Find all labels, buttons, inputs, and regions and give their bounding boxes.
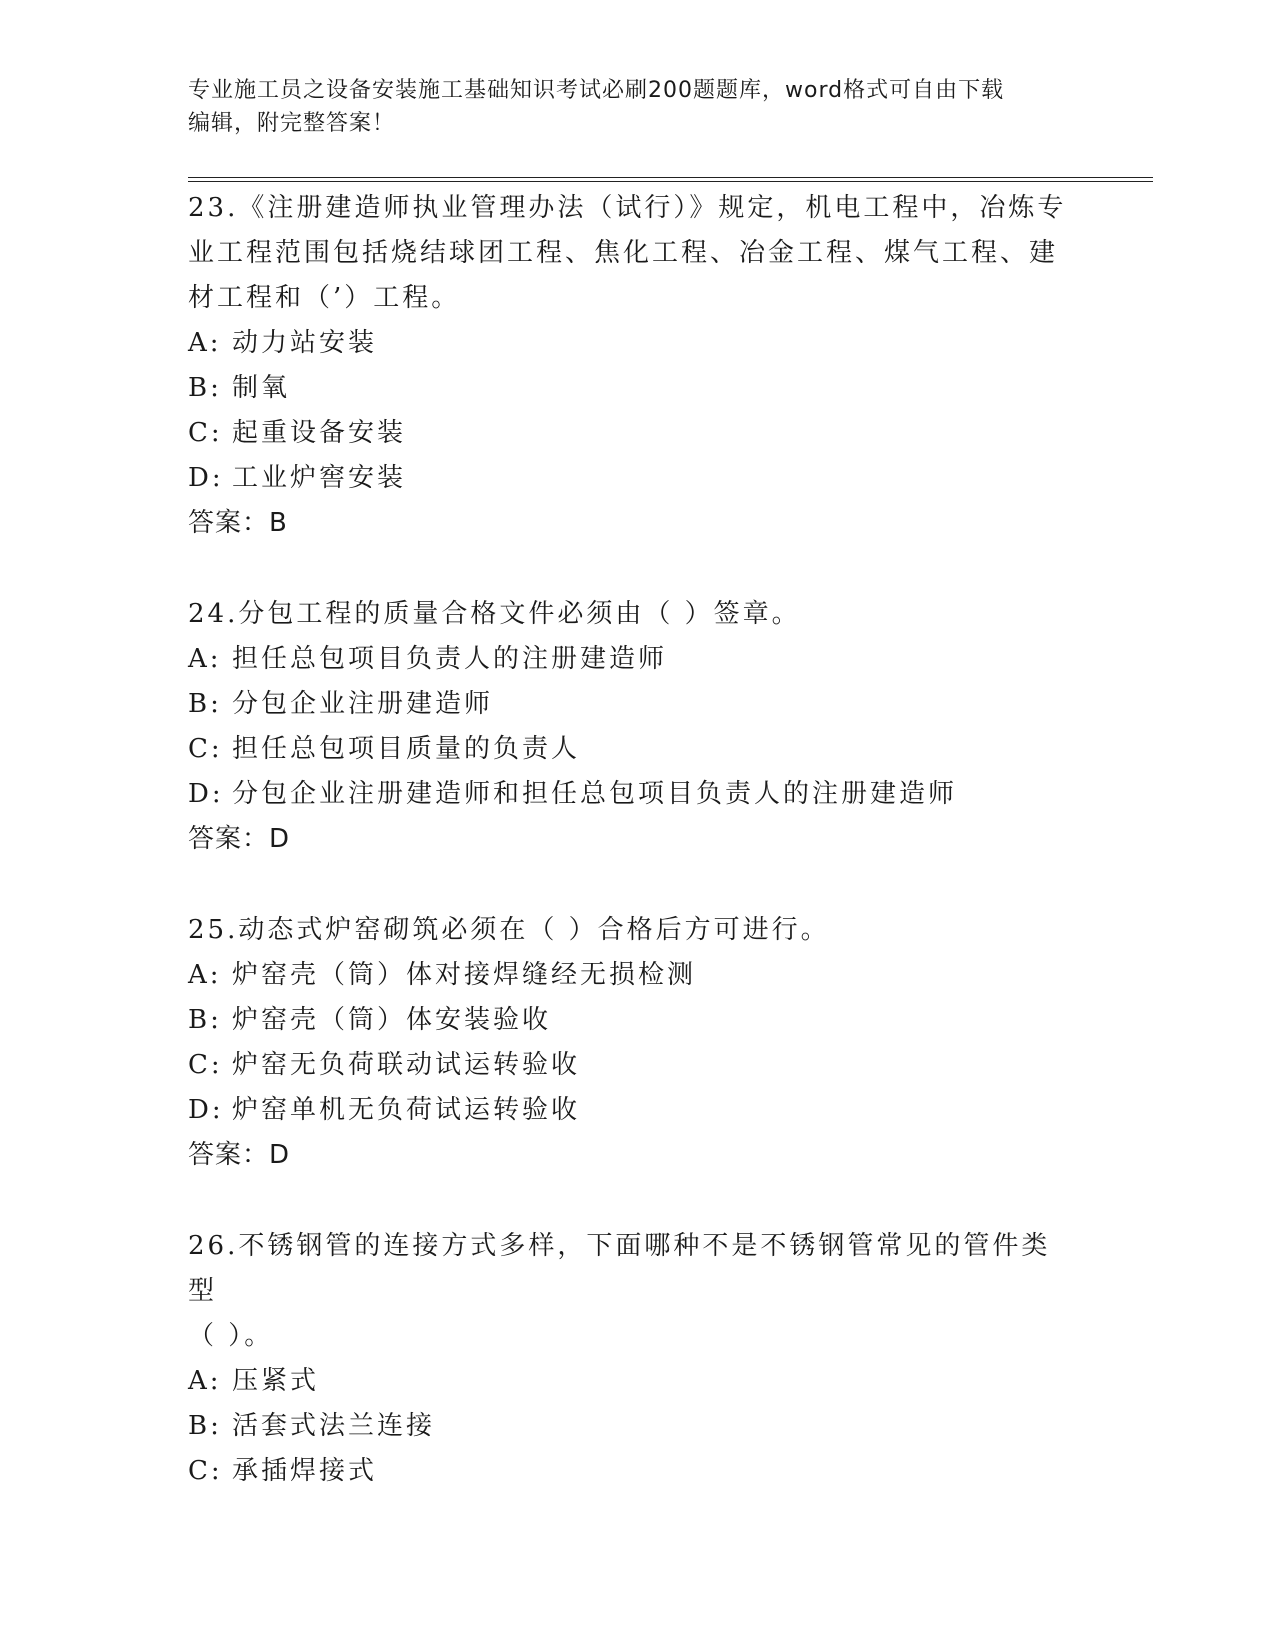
option-letter: C:	[188, 1050, 223, 1080]
header-line-2: 编辑，附完整答案！	[188, 111, 396, 136]
answer-option	[188, 456, 1068, 501]
header-divider	[188, 177, 1153, 182]
answer-option	[188, 1404, 1068, 1449]
option-letter: B:	[188, 1005, 222, 1035]
answer-option	[188, 682, 1068, 727]
option-text: 起重设备安装	[232, 418, 407, 448]
option-text: 分包企业注册建造师和担任总包项目负责人的注册建造师	[232, 779, 958, 809]
answer-option	[188, 998, 1068, 1043]
question-stem-line: 23.《注册建造师执业管理办法（试行）》规定，机电工程中，冶炼专	[188, 193, 1067, 223]
option-text: 担任总包项目负责人的注册建造师	[232, 644, 668, 674]
question-stem-line: 25.动态式炉窑砌筑必须在（ ）合格后方可进行。	[188, 915, 830, 945]
option-letter: B:	[188, 689, 222, 719]
option-letter: A:	[188, 1366, 222, 1396]
option-text: 炉窑壳（筒）体安装验收	[232, 1005, 552, 1035]
answer-option	[188, 411, 1068, 456]
option-letter: C:	[188, 734, 223, 764]
answer-option	[188, 366, 1068, 411]
option-letter: B:	[188, 373, 222, 403]
option-letter: A:	[188, 644, 222, 674]
question-block	[188, 1224, 1068, 1494]
option-letter: A:	[188, 960, 222, 990]
question-block	[188, 186, 1068, 546]
option-text: 炉窑无负荷联动试运转验收	[232, 1050, 581, 1080]
header-line-1: 专业施工员之设备安装施工基础知识考试必刷200题题库，word格式可自由下载	[188, 78, 1005, 103]
option-letter: C:	[188, 1456, 223, 1486]
option-letter: B:	[188, 1411, 222, 1441]
option-letter: A:	[188, 328, 222, 358]
answer-option	[188, 772, 1068, 817]
option-text: 动力站安装	[232, 328, 378, 358]
answer-option	[188, 727, 1068, 772]
option-text: 承插焊接式	[232, 1456, 378, 1486]
option-letter: D:	[188, 463, 224, 493]
option-text: 炉窑壳（筒）体对接焊缝经无损检测	[232, 960, 697, 990]
option-letter: D:	[188, 779, 224, 809]
answer-option	[188, 321, 1068, 366]
question-stem-line: （ ）。	[188, 1321, 274, 1351]
option-text: 压紧式	[232, 1366, 320, 1396]
question-block	[188, 592, 1068, 862]
option-letter: C:	[188, 418, 223, 448]
answer-key: 答案：D	[188, 824, 291, 854]
question-stem-line: 材工程和（’）工程。	[188, 283, 461, 313]
answer-key: 答案：B	[188, 508, 288, 538]
option-text: 担任总包项目质量的负责人	[232, 734, 581, 764]
option-text: 炉窑单机无负荷试运转验收	[232, 1095, 581, 1125]
option-text: 活套式法兰连接	[232, 1411, 436, 1441]
document-header	[188, 74, 1068, 140]
answer-option	[188, 1043, 1068, 1088]
answer-option	[188, 1449, 1068, 1494]
question-stem-line: 24.分包工程的质量合格文件必须由（ ）签章。	[188, 599, 801, 629]
question-stem-line: 26.不锈钢管的连接方式多样，下面哪种不是不锈钢管常见的管件类型	[188, 1231, 1051, 1306]
answer-option	[188, 1359, 1068, 1404]
question-list	[188, 186, 1068, 1540]
question-block	[188, 908, 1068, 1178]
option-letter: D:	[188, 1095, 224, 1125]
option-text: 工业炉窖安装	[232, 463, 407, 493]
answer-option	[188, 953, 1068, 998]
option-text: 分包企业注册建造师	[232, 689, 494, 719]
answer-option	[188, 637, 1068, 682]
option-text: 制氧	[232, 373, 291, 403]
question-stem-line: 业工程范围包括烧结球团工程、焦化工程、冶金工程、煤气工程、建	[188, 238, 1059, 268]
answer-key: 答案：D	[188, 1140, 291, 1170]
answer-option	[188, 1088, 1068, 1133]
